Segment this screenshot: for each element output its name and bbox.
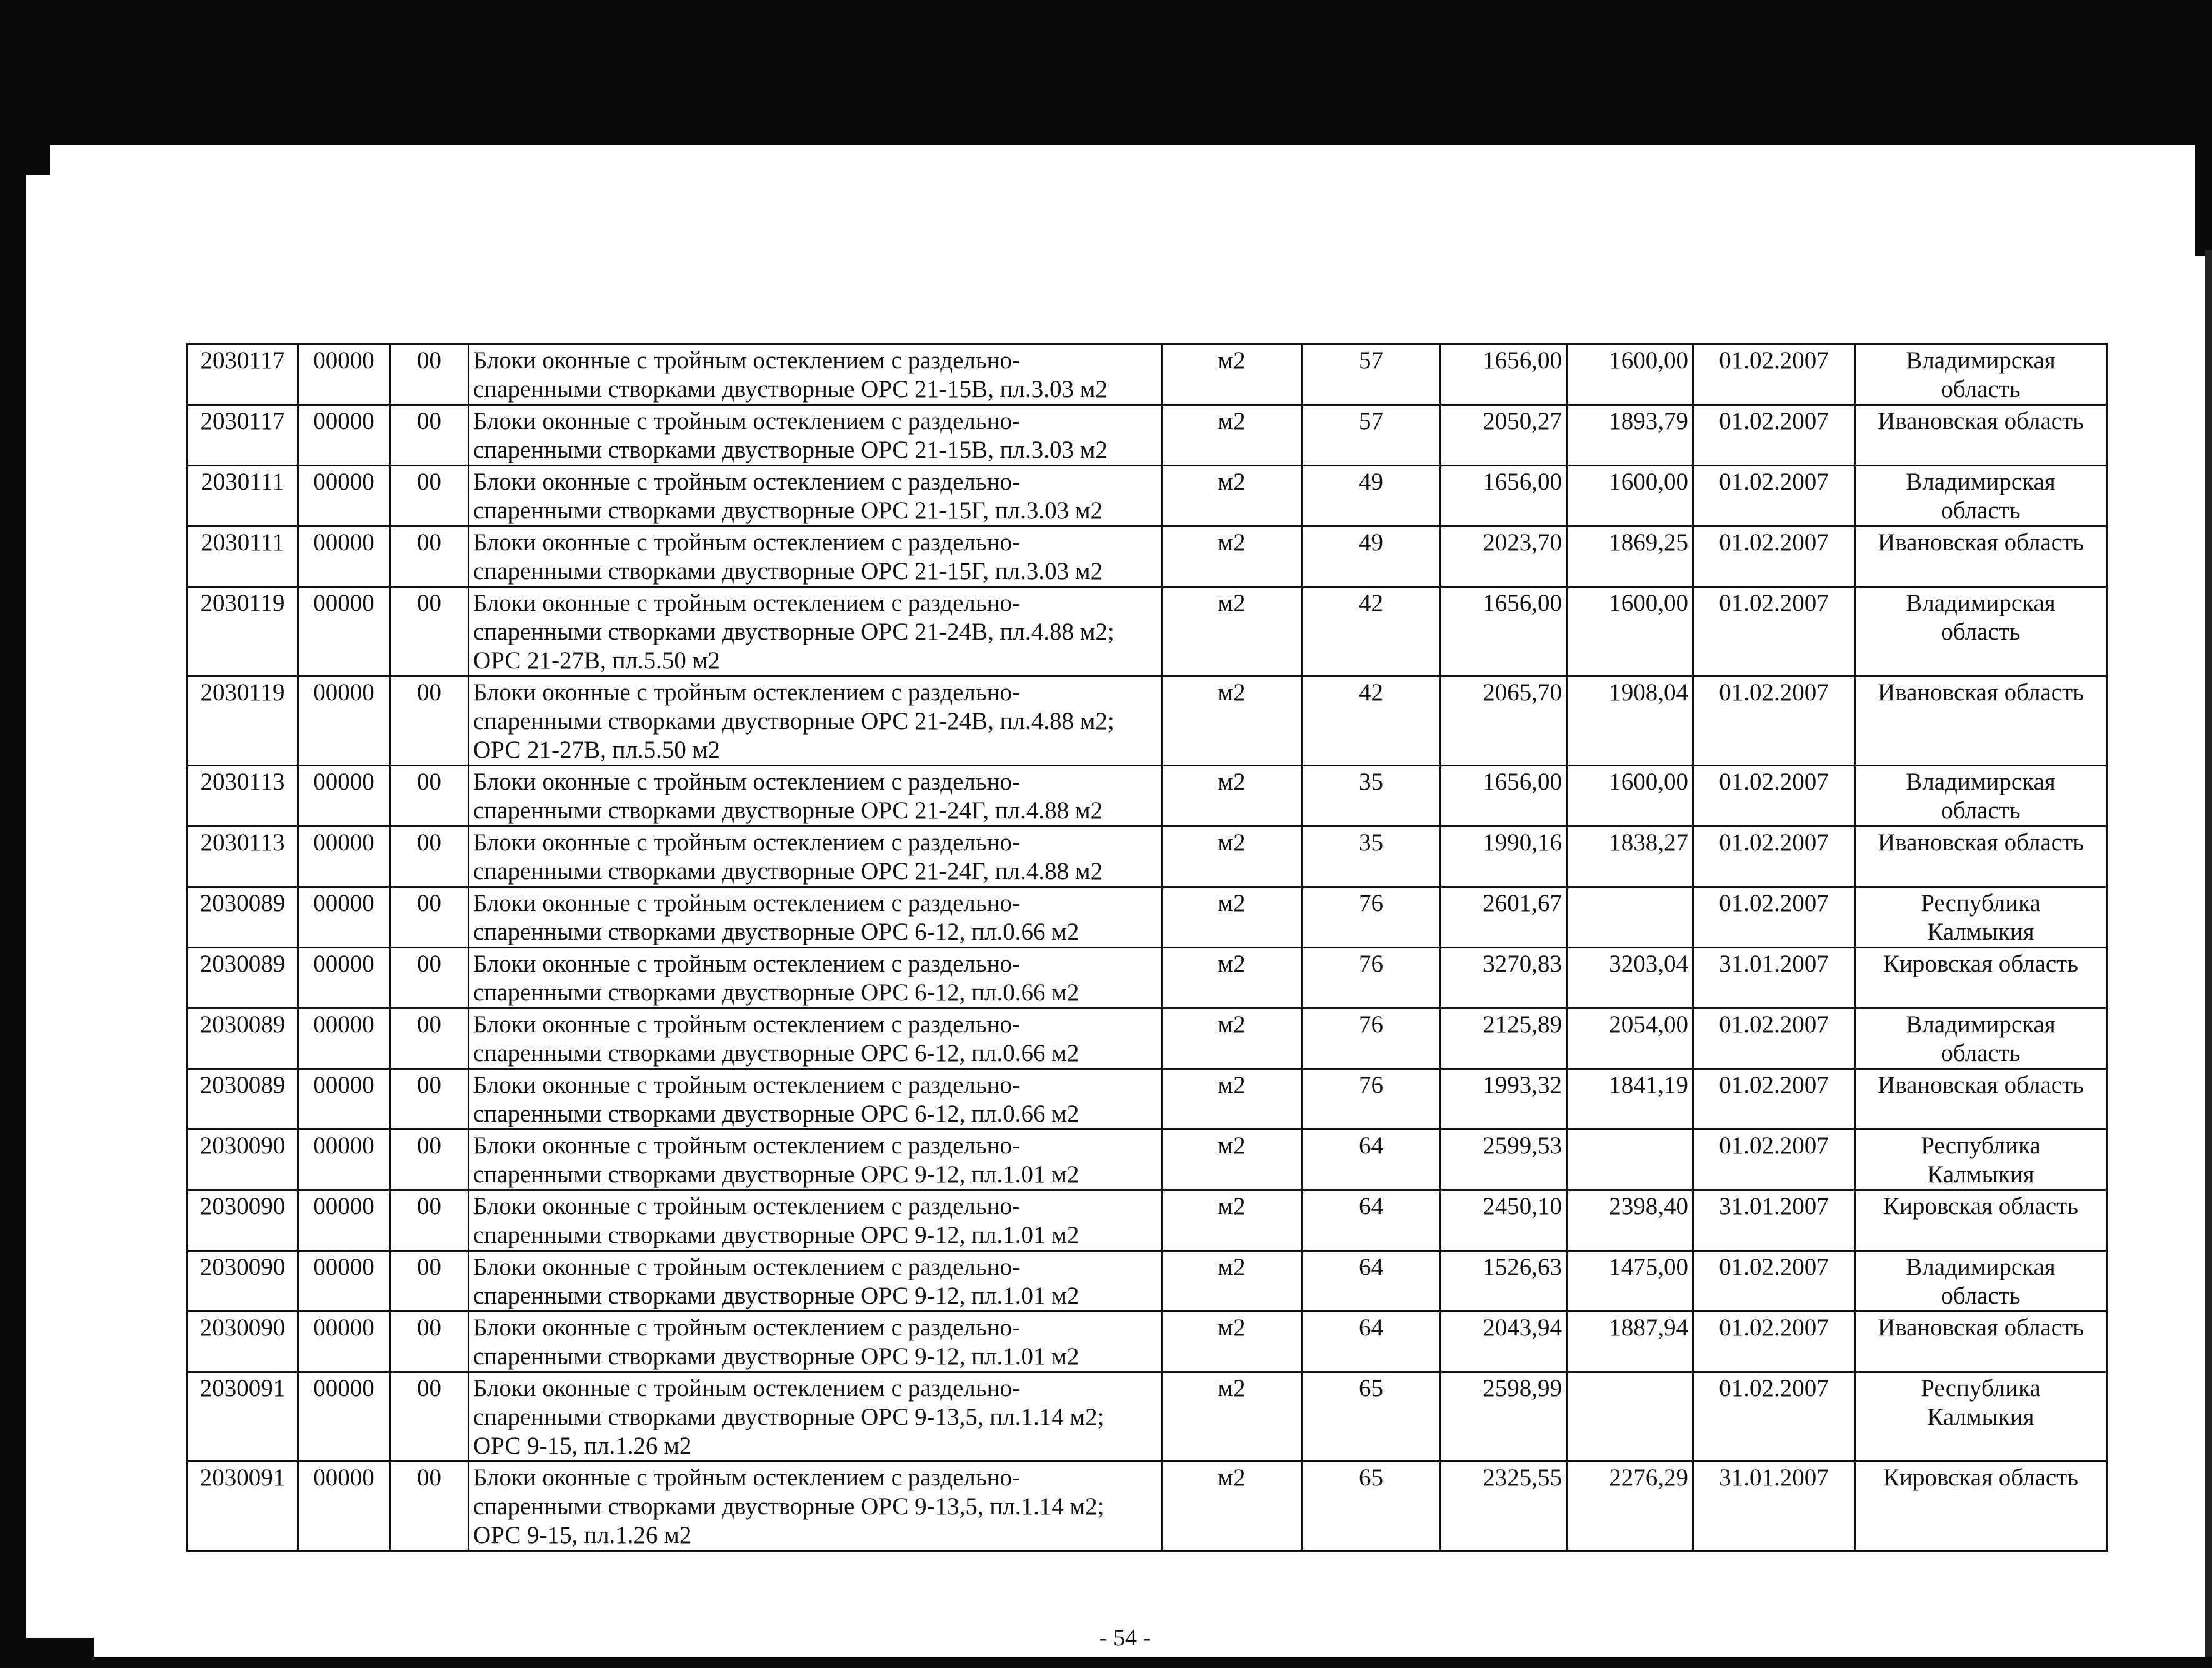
description-line: Блоки оконные с тройным остеклением с раздельно- [473, 1375, 1021, 1402]
region-cell [1855, 676, 2107, 766]
description-line: Блоки оконные с тройным остеклением с раздельно- [473, 890, 1021, 917]
price-with-vat-cell: 2125,89 [1441, 1008, 1567, 1069]
table-row [188, 405, 2107, 466]
description-line: Блоки оконные с тройным остеклением с раздельно- [473, 590, 1021, 616]
price-with-vat-cell: 2050,27 [1441, 405, 1567, 466]
price-without-vat-cell: 1887,94 [1567, 1312, 1693, 1372]
zero-code-cell: 00 [390, 948, 469, 1008]
date-cell: 01.02.2007 [1693, 587, 1855, 676]
region-line: Владимирская [1906, 468, 2056, 495]
region-line: область [1941, 618, 2021, 645]
table-row [188, 676, 2107, 766]
sub-code-cell: 00000 [298, 344, 390, 405]
date-cell: 31.01.2007 [1693, 948, 1855, 1008]
zero-code-cell: 00 [390, 344, 469, 405]
table-row [188, 1312, 2107, 1372]
date-cell: 01.02.2007 [1693, 526, 1855, 587]
table-row [188, 948, 2107, 1008]
date-cell: 01.02.2007 [1693, 1251, 1855, 1312]
quantity-cell: 35 [1302, 826, 1441, 887]
description-line: спаренными створками двустворные ОРС 9-13,5, пл.1.14 м2; [473, 1404, 1104, 1430]
description-line: спаренными створками двустворные ОРС 6-12, пл.0.66 м2 [473, 918, 1079, 945]
table-row [188, 344, 2107, 405]
sub-code-cell: 00000 [298, 466, 390, 526]
description-cell [469, 766, 1162, 826]
quantity-cell: 76 [1302, 1008, 1441, 1069]
price-without-vat-cell: 1600,00 [1567, 587, 1693, 676]
region-line: Владимирская [1906, 1011, 2056, 1038]
zero-code-cell: 00 [390, 1372, 469, 1462]
product-code-cell: 2030119 [188, 587, 298, 676]
sub-code-cell: 00000 [298, 1462, 390, 1551]
product-code-cell: 2030113 [188, 826, 298, 887]
region-line: Ивановская область [1878, 1072, 2084, 1098]
description-line: Блоки оконные с тройным остеклением с раздельно- [473, 950, 1021, 977]
unit-cell: м2 [1162, 526, 1302, 587]
quantity-cell: 64 [1302, 1312, 1441, 1372]
table-row [188, 466, 2107, 526]
region-cell [1855, 1462, 2107, 1551]
region-line: область [1941, 1282, 2021, 1309]
price-without-vat-cell: 1908,04 [1567, 676, 1693, 766]
unit-cell: м2 [1162, 826, 1302, 887]
region-line: Калмыкия [1927, 1404, 2034, 1430]
description-line: Блоки оконные с тройным остеклением с раздельно- [473, 408, 1021, 435]
price-without-vat-cell: 2276,29 [1567, 1462, 1693, 1551]
product-code-cell: 2030113 [188, 766, 298, 826]
description-line: спаренными створками двустворные ОРС 9-13,5, пл.1.14 м2; [473, 1493, 1104, 1520]
date-cell: 01.02.2007 [1693, 1312, 1855, 1372]
description-cell [469, 676, 1162, 766]
unit-cell: м2 [1162, 766, 1302, 826]
zero-code-cell: 00 [390, 676, 469, 766]
price-with-vat-cell: 2065,70 [1441, 676, 1567, 766]
description-cell [469, 887, 1162, 948]
price-without-vat-cell [1567, 1130, 1693, 1190]
price-with-vat-cell: 1656,00 [1441, 344, 1567, 405]
date-cell: 01.02.2007 [1693, 887, 1855, 948]
region-line: Кировская область [1883, 950, 2079, 977]
price-with-vat-cell: 1656,00 [1441, 466, 1567, 526]
sub-code-cell: 00000 [298, 676, 390, 766]
description-cell [469, 948, 1162, 1008]
description-line: спаренными створками двустворные ОРС 21-24В, пл.4.88 м2; [473, 708, 1114, 735]
region-cell [1855, 1190, 2107, 1251]
page-number: - 54 - [1099, 1625, 1151, 1651]
sub-code-cell: 00000 [298, 587, 390, 676]
description-cell [469, 1372, 1162, 1462]
description-line: Блоки оконные с тройным остеклением с раздельно- [473, 1314, 1021, 1341]
description-line: спаренными створками двустворные ОРС 21-24В, пл.4.88 м2; [473, 618, 1114, 645]
product-code-cell: 2030091 [188, 1462, 298, 1551]
region-line: Республика [1921, 1375, 2041, 1402]
quantity-cell: 76 [1302, 1069, 1441, 1130]
quantity-cell: 64 [1302, 1130, 1441, 1190]
description-line: Блоки оконные с тройным остеклением с раздельно- [473, 347, 1021, 374]
region-cell [1855, 826, 2107, 887]
date-cell: 31.01.2007 [1693, 1462, 1855, 1551]
product-code-cell: 2030089 [188, 1008, 298, 1069]
description-cell [469, 466, 1162, 526]
table-row [188, 587, 2107, 676]
table-row [188, 1372, 2107, 1462]
unit-cell: м2 [1162, 405, 1302, 466]
region-line: Ивановская область [1878, 408, 2084, 435]
description-line: Блоки оконные с тройным остеклением с раздельно- [473, 768, 1021, 795]
table-row [188, 1190, 2107, 1251]
sub-code-cell: 00000 [298, 826, 390, 887]
description-cell [469, 405, 1162, 466]
region-line: Кировская область [1883, 1464, 2079, 1491]
price-with-vat-cell: 2325,55 [1441, 1462, 1567, 1551]
sub-code-cell: 00000 [298, 948, 390, 1008]
description-line: спаренными створками двустворные ОРС 9-12, пл.1.01 м2 [473, 1222, 1079, 1248]
unit-cell: м2 [1162, 1251, 1302, 1312]
date-cell: 01.02.2007 [1693, 1130, 1855, 1190]
description-line: спаренными створками двустворные ОРС 21-15В, пл.3.03 м2 [473, 376, 1108, 403]
table-body [188, 344, 2107, 1551]
description-line: спаренными створками двустворные ОРС 6-12, пл.0.66 м2 [473, 979, 1079, 1006]
quantity-cell: 42 [1302, 676, 1441, 766]
region-line: область [1941, 797, 2021, 824]
date-cell: 01.02.2007 [1693, 1372, 1855, 1462]
description-cell [469, 526, 1162, 587]
price-without-vat-cell: 1869,25 [1567, 526, 1693, 587]
zero-code-cell: 00 [390, 405, 469, 466]
unit-cell: м2 [1162, 948, 1302, 1008]
table-row [188, 1462, 2107, 1551]
table-row [188, 1251, 2107, 1312]
table-row [188, 826, 2107, 887]
sub-code-cell: 00000 [298, 887, 390, 948]
quantity-cell: 76 [1302, 887, 1441, 948]
description-line: спаренными створками двустворные ОРС 6-12, пл.0.66 м2 [473, 1100, 1079, 1127]
zero-code-cell: 00 [390, 766, 469, 826]
table-row [188, 1069, 2107, 1130]
quantity-cell: 49 [1302, 526, 1441, 587]
product-code-cell: 2030111 [188, 466, 298, 526]
zero-code-cell: 00 [390, 826, 469, 887]
unit-cell: м2 [1162, 887, 1302, 948]
product-code-cell: 2030089 [188, 948, 298, 1008]
zero-code-cell: 00 [390, 1008, 469, 1069]
unit-cell: м2 [1162, 344, 1302, 405]
unit-cell: м2 [1162, 676, 1302, 766]
unit-cell: м2 [1162, 466, 1302, 526]
zero-code-cell: 00 [390, 466, 469, 526]
description-line: спаренными створками двустворные ОРС 9-12, пл.1.01 м2 [473, 1161, 1079, 1188]
price-with-vat-cell: 1993,32 [1441, 1069, 1567, 1130]
product-code-cell: 2030089 [188, 887, 298, 948]
product-code-cell: 2030090 [188, 1312, 298, 1372]
region-cell [1855, 1251, 2107, 1312]
date-cell: 01.02.2007 [1693, 1069, 1855, 1130]
date-cell: 01.02.2007 [1693, 676, 1855, 766]
region-cell [1855, 1312, 2107, 1372]
region-cell [1855, 1130, 2107, 1190]
description-line: Блоки оконные с тройным остеклением с раздельно- [473, 679, 1021, 706]
unit-cell: м2 [1162, 1462, 1302, 1551]
region-cell [1855, 526, 2107, 587]
description-line: Блоки оконные с тройным остеклением с раздельно- [473, 1011, 1021, 1038]
region-line: Ивановская область [1878, 679, 2084, 706]
quantity-cell: 64 [1302, 1190, 1441, 1251]
region-line: Республика [1921, 890, 2041, 917]
region-line: Ивановская область [1878, 1314, 2084, 1341]
description-line: Блоки оконные с тройным остеклением с раздельно- [473, 468, 1021, 495]
region-cell [1855, 344, 2107, 405]
region-line: Ивановская область [1878, 529, 2084, 556]
region-line: Ивановская область [1878, 829, 2084, 856]
region-line: область [1941, 1040, 2021, 1067]
price-without-vat-cell: 1893,79 [1567, 405, 1693, 466]
description-line: спаренными створками двустворные ОРС 6-12, пл.0.66 м2 [473, 1040, 1079, 1067]
date-cell: 31.01.2007 [1693, 1190, 1855, 1251]
description-line: спаренными створками двустворные ОРС 21-15В, пл.3.03 м2 [473, 436, 1108, 463]
description-cell [469, 1130, 1162, 1190]
price-with-vat-cell: 3270,83 [1441, 948, 1567, 1008]
price-table [186, 343, 2108, 1552]
quantity-cell: 42 [1302, 587, 1441, 676]
date-cell: 01.02.2007 [1693, 466, 1855, 526]
region-line: Владимирская [1906, 347, 2056, 374]
price-without-vat-cell: 1600,00 [1567, 466, 1693, 526]
region-line: Калмыкия [1927, 1161, 2034, 1188]
region-line: область [1941, 497, 2021, 524]
zero-code-cell: 00 [390, 887, 469, 948]
price-without-vat-cell [1567, 887, 1693, 948]
quantity-cell: 65 [1302, 1462, 1441, 1551]
description-line: ОРС 9-15, пл.1.26 м2 [473, 1522, 692, 1549]
description-line: спаренными створками двустворные ОРС 21-24Г, пл.4.88 м2 [473, 858, 1103, 885]
sub-code-cell: 00000 [298, 1251, 390, 1312]
region-cell [1855, 1372, 2107, 1462]
quantity-cell: 35 [1302, 766, 1441, 826]
quantity-cell: 57 [1302, 344, 1441, 405]
region-cell [1855, 948, 2107, 1008]
region-line: Владимирская [1906, 768, 2056, 795]
description-line: ОРС 9-15, пл.1.26 м2 [473, 1432, 692, 1459]
date-cell: 01.02.2007 [1693, 344, 1855, 405]
region-cell [1855, 405, 2107, 466]
region-line: Владимирская [1906, 590, 2056, 616]
price-with-vat-cell: 2601,67 [1441, 887, 1567, 948]
product-code-cell: 2030119 [188, 676, 298, 766]
description-line: Блоки оконные с тройным остеклением с раздельно- [473, 1132, 1021, 1159]
date-cell: 01.02.2007 [1693, 1008, 1855, 1069]
description-cell [469, 587, 1162, 676]
description-line: Блоки оконные с тройным остеклением с раздельно- [473, 1193, 1021, 1220]
sub-code-cell: 00000 [298, 1130, 390, 1190]
description-line: Блоки оконные с тройным остеклением с раздельно- [473, 1254, 1021, 1280]
product-code-cell: 2030089 [188, 1069, 298, 1130]
zero-code-cell: 00 [390, 1251, 469, 1312]
description-cell [469, 344, 1162, 405]
zero-code-cell: 00 [390, 1312, 469, 1372]
region-line: Владимирская [1906, 1254, 2056, 1280]
sub-code-cell: 00000 [298, 766, 390, 826]
table-row [188, 1008, 2107, 1069]
product-code-cell: 2030091 [188, 1372, 298, 1462]
price-without-vat-cell: 1600,00 [1567, 344, 1693, 405]
quantity-cell: 49 [1302, 466, 1441, 526]
product-code-cell: 2030117 [188, 344, 298, 405]
scan-border-right-bar [2205, 250, 2212, 1657]
sub-code-cell: 00000 [298, 1312, 390, 1372]
description-cell [469, 1069, 1162, 1130]
scan-border-top [0, 0, 2212, 145]
sub-code-cell: 00000 [298, 1008, 390, 1069]
description-cell [469, 1251, 1162, 1312]
price-without-vat-cell: 1838,27 [1567, 826, 1693, 887]
price-without-vat-cell: 2054,00 [1567, 1008, 1693, 1069]
region-cell [1855, 887, 2107, 948]
price-with-vat-cell: 2043,94 [1441, 1312, 1567, 1372]
price-with-vat-cell: 1990,16 [1441, 826, 1567, 887]
zero-code-cell: 00 [390, 587, 469, 676]
description-cell [469, 1190, 1162, 1251]
region-cell [1855, 1008, 2107, 1069]
description-line: спаренными створками двустворные ОРС 21-24Г, пл.4.88 м2 [473, 797, 1103, 824]
sub-code-cell: 00000 [298, 1372, 390, 1462]
region-line: Республика [1921, 1132, 2041, 1159]
product-code-cell: 2030111 [188, 526, 298, 587]
description-line: Блоки оконные с тройным остеклением с раздельно- [473, 1464, 1021, 1491]
quantity-cell: 76 [1302, 948, 1441, 1008]
unit-cell: м2 [1162, 1130, 1302, 1190]
price-with-vat-cell: 2023,70 [1441, 526, 1567, 587]
sub-code-cell: 00000 [298, 1190, 390, 1251]
table-row [188, 526, 2107, 587]
description-line: спаренными створками двустворные ОРС 21-15Г, пл.3.03 м2 [473, 558, 1103, 585]
region-line: область [1941, 376, 2021, 403]
description-line: спаренными створками двустворные ОРС 21-15Г, пл.3.03 м2 [473, 497, 1103, 524]
description-line: Блоки оконные с тройным остеклением с раздельно- [473, 1072, 1021, 1098]
description-line: Блоки оконные с тройным остеклением с раздельно- [473, 829, 1021, 856]
product-code-cell: 2030090 [188, 1190, 298, 1251]
table-row [188, 887, 2107, 948]
unit-cell: м2 [1162, 1372, 1302, 1462]
region-line: Калмыкия [1927, 918, 2034, 945]
description-cell [469, 826, 1162, 887]
price-without-vat-cell: 3203,04 [1567, 948, 1693, 1008]
unit-cell: м2 [1162, 587, 1302, 676]
region-cell [1855, 587, 2107, 676]
price-with-vat-cell: 2450,10 [1441, 1190, 1567, 1251]
product-code-cell: 2030090 [188, 1251, 298, 1312]
product-code-cell: 2030117 [188, 405, 298, 466]
description-line: ОРС 21-27В, пл.5.50 м2 [473, 647, 720, 674]
price-without-vat-cell: 1475,00 [1567, 1251, 1693, 1312]
description-line: ОРС 21-27В, пл.5.50 м2 [473, 736, 720, 763]
sub-code-cell: 00000 [298, 405, 390, 466]
price-with-vat-cell: 1526,63 [1441, 1251, 1567, 1312]
price-without-vat-cell: 1600,00 [1567, 766, 1693, 826]
quantity-cell: 57 [1302, 405, 1441, 466]
product-code-cell: 2030090 [188, 1130, 298, 1190]
zero-code-cell: 00 [390, 526, 469, 587]
price-with-vat-cell: 2599,53 [1441, 1130, 1567, 1190]
quantity-cell: 65 [1302, 1372, 1441, 1462]
date-cell: 01.02.2007 [1693, 766, 1855, 826]
price-with-vat-cell: 1656,00 [1441, 766, 1567, 826]
zero-code-cell: 00 [390, 1069, 469, 1130]
description-line: Блоки оконные с тройным остеклением с раздельно- [473, 529, 1021, 556]
date-cell: 01.02.2007 [1693, 405, 1855, 466]
description-cell [469, 1008, 1162, 1069]
unit-cell: м2 [1162, 1069, 1302, 1130]
table-row [188, 1130, 2107, 1190]
description-line: спаренными створками двустворные ОРС 9-12, пл.1.01 м2 [473, 1282, 1079, 1309]
date-cell: 01.02.2007 [1693, 826, 1855, 887]
price-with-vat-cell: 1656,00 [1441, 587, 1567, 676]
price-without-vat-cell [1567, 1372, 1693, 1462]
unit-cell: м2 [1162, 1008, 1302, 1069]
table-row [188, 766, 2107, 826]
scan-border-right [2195, 106, 2212, 256]
description-cell [469, 1312, 1162, 1372]
unit-cell: м2 [1162, 1190, 1302, 1251]
zero-code-cell: 00 [390, 1190, 469, 1251]
scan-border-left [0, 163, 26, 1668]
zero-code-cell: 00 [390, 1130, 469, 1190]
quantity-cell: 64 [1302, 1251, 1441, 1312]
region-cell [1855, 1069, 2107, 1130]
description-cell [469, 1462, 1162, 1551]
price-without-vat-cell: 2398,40 [1567, 1190, 1693, 1251]
price-without-vat-cell: 1841,19 [1567, 1069, 1693, 1130]
region-cell [1855, 466, 2107, 526]
region-cell [1855, 766, 2107, 826]
zero-code-cell: 00 [390, 1462, 469, 1551]
sub-code-cell: 00000 [298, 526, 390, 587]
scan-border-bottom [0, 1657, 2212, 1668]
region-line: Кировская область [1883, 1193, 2079, 1220]
price-with-vat-cell: 2598,99 [1441, 1372, 1567, 1462]
sub-code-cell: 00000 [298, 1069, 390, 1130]
description-line: спаренными створками двустворные ОРС 9-12, пл.1.01 м2 [473, 1343, 1079, 1370]
unit-cell: м2 [1162, 1312, 1302, 1372]
